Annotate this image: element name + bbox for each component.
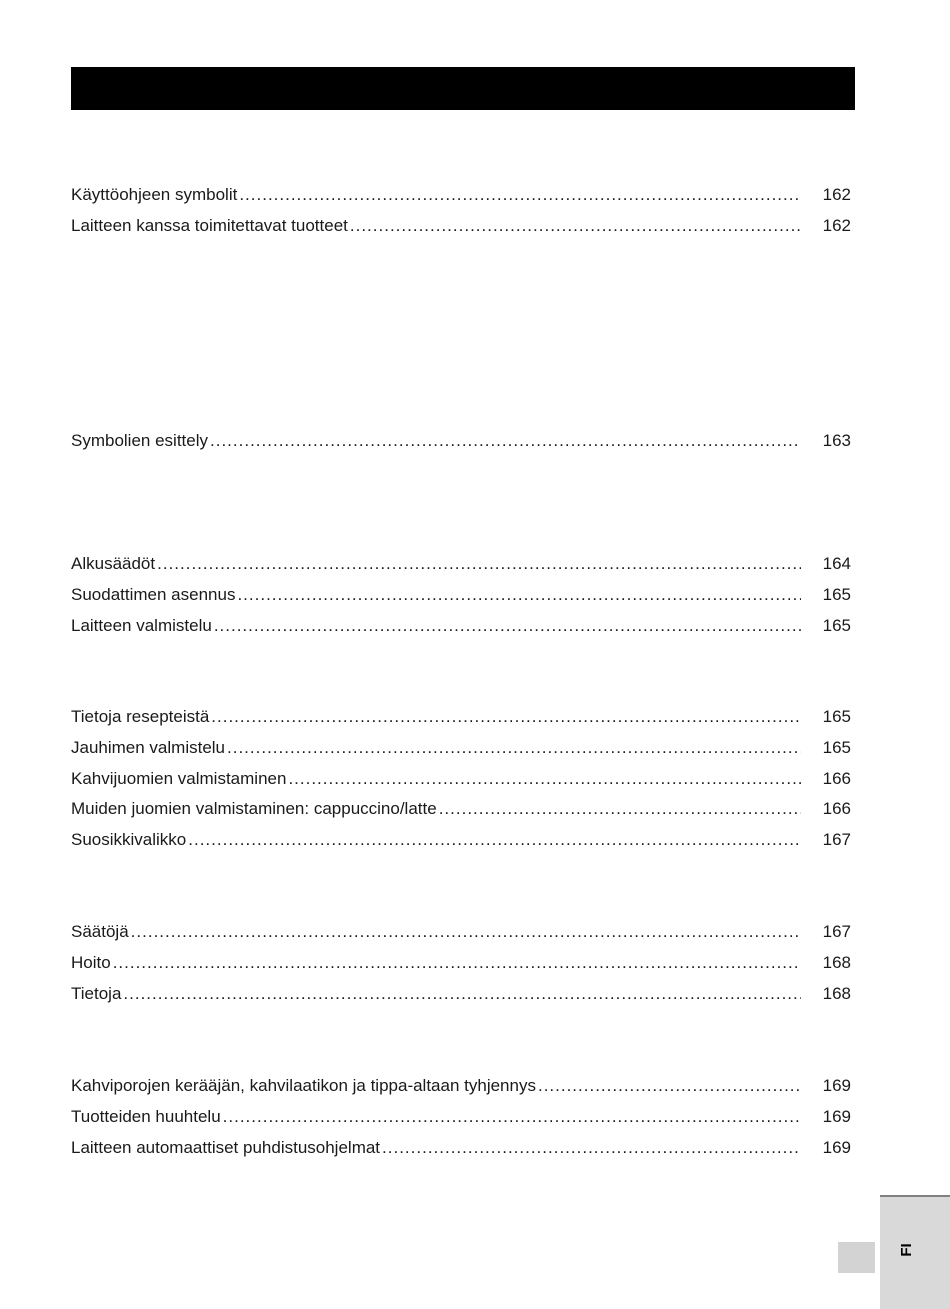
toc-dot-leader (288, 764, 801, 795)
toc-entry[interactable] (71, 549, 851, 580)
toc-entry[interactable] (71, 825, 851, 856)
toc-entry-page: 165 (822, 584, 851, 604)
toc-entry-title: Kahviporojen kerääjän, kahvilaatikon ja tippa-altaan tyhjennys (71, 1071, 538, 1102)
toc-entry[interactable] (71, 979, 851, 1010)
toc-entry-page: 165 (822, 707, 851, 726)
toc-entry[interactable] (71, 211, 851, 242)
toc-entry-page: 168 (822, 983, 851, 1003)
toc-entry-title: Hoito (71, 948, 113, 979)
toc-entry[interactable] (71, 764, 851, 795)
toc-entry-page: 169 (822, 1076, 851, 1095)
toc-dot-leader (131, 917, 801, 948)
toc-entry-page: 165 (822, 737, 851, 757)
toc-entry-page: 162 (822, 215, 851, 235)
toc-entry-title: Laitteen valmistelu (71, 611, 214, 642)
toc-entry-page: 168 (822, 952, 851, 972)
toc-entry-title: Alkusäädöt (71, 549, 157, 580)
toc-dot-leader (237, 580, 801, 611)
toc-group-1 (71, 180, 851, 242)
toc-entry-page: 163 (822, 431, 851, 450)
toc-dot-leader (382, 1133, 801, 1164)
toc-entry-page: 169 (822, 1106, 851, 1126)
toc-entry[interactable] (71, 948, 851, 979)
toc-entry-title: Jauhimen valmistelu (71, 733, 227, 764)
toc-entry-page: 162 (822, 185, 851, 204)
language-code-label: FI (898, 1243, 915, 1257)
toc-entry[interactable] (71, 1102, 851, 1133)
toc-entry[interactable] (71, 180, 851, 211)
page-number-box (838, 1242, 875, 1273)
toc-entry-title: Suodattimen asennus (71, 580, 237, 611)
toc-group-4 (71, 702, 851, 856)
toc-entry[interactable] (71, 733, 851, 764)
toc-entry[interactable] (71, 580, 851, 611)
toc-entry[interactable] (71, 917, 851, 948)
toc-entry[interactable] (71, 611, 851, 642)
toc-entry-page: 167 (822, 830, 851, 850)
toc-dot-leader (439, 794, 801, 825)
toc-group-2 (71, 426, 851, 457)
toc-dot-leader (211, 702, 801, 733)
toc-entry-title: Tietoja resepteistä (71, 702, 211, 733)
toc-entry-title: Säätöjä (71, 917, 131, 948)
toc-entry[interactable] (71, 1133, 851, 1164)
toc-entry-title: Laitteen kanssa toimitettavat tuotteet (71, 211, 350, 242)
toc-entry[interactable] (71, 794, 851, 825)
toc-entry[interactable] (71, 426, 851, 457)
toc-entry-page: 165 (822, 615, 851, 635)
toc-entry-title: Tietoja (71, 979, 123, 1010)
toc-dot-leader (350, 211, 801, 242)
toc-entry-page: 167 (822, 922, 851, 941)
toc-dot-leader (123, 979, 801, 1010)
toc-dot-leader (223, 1102, 801, 1133)
toc-dot-leader (239, 180, 801, 211)
toc-entry[interactable] (71, 702, 851, 733)
toc-entry-page: 166 (822, 799, 851, 819)
toc-dot-leader (157, 549, 801, 580)
toc-entry-title: Suosikkivalikko (71, 825, 188, 856)
toc-group-5 (71, 917, 851, 1009)
toc-entry[interactable] (71, 1071, 851, 1102)
toc-entry-title: Tuotteiden huuhtelu (71, 1102, 223, 1133)
toc-dot-leader (214, 611, 801, 642)
toc-dot-leader (113, 948, 801, 979)
toc-entry-page: 166 (822, 768, 851, 788)
toc-entry-page: 164 (822, 554, 851, 573)
toc-entry-title: Kahvijuomien valmistaminen (71, 764, 288, 795)
toc-dot-leader (210, 426, 801, 457)
toc-entry-page: 169 (822, 1137, 851, 1157)
toc-dot-leader (227, 733, 801, 764)
toc-entry-title: Käyttöohjeen symbolit (71, 180, 239, 211)
toc-entry-title: Symbolien esittely (71, 426, 210, 457)
header-bar (71, 67, 855, 110)
toc-dot-leader (188, 825, 801, 856)
toc-dot-leader (538, 1071, 801, 1102)
toc-group-6 (71, 1071, 851, 1163)
toc-entry-title: Laitteen automaattiset puhdistusohjelmat (71, 1133, 382, 1164)
toc-group-3 (71, 549, 851, 641)
toc-entry-title: Muiden juomien valmistaminen: cappuccino/latte (71, 794, 439, 825)
